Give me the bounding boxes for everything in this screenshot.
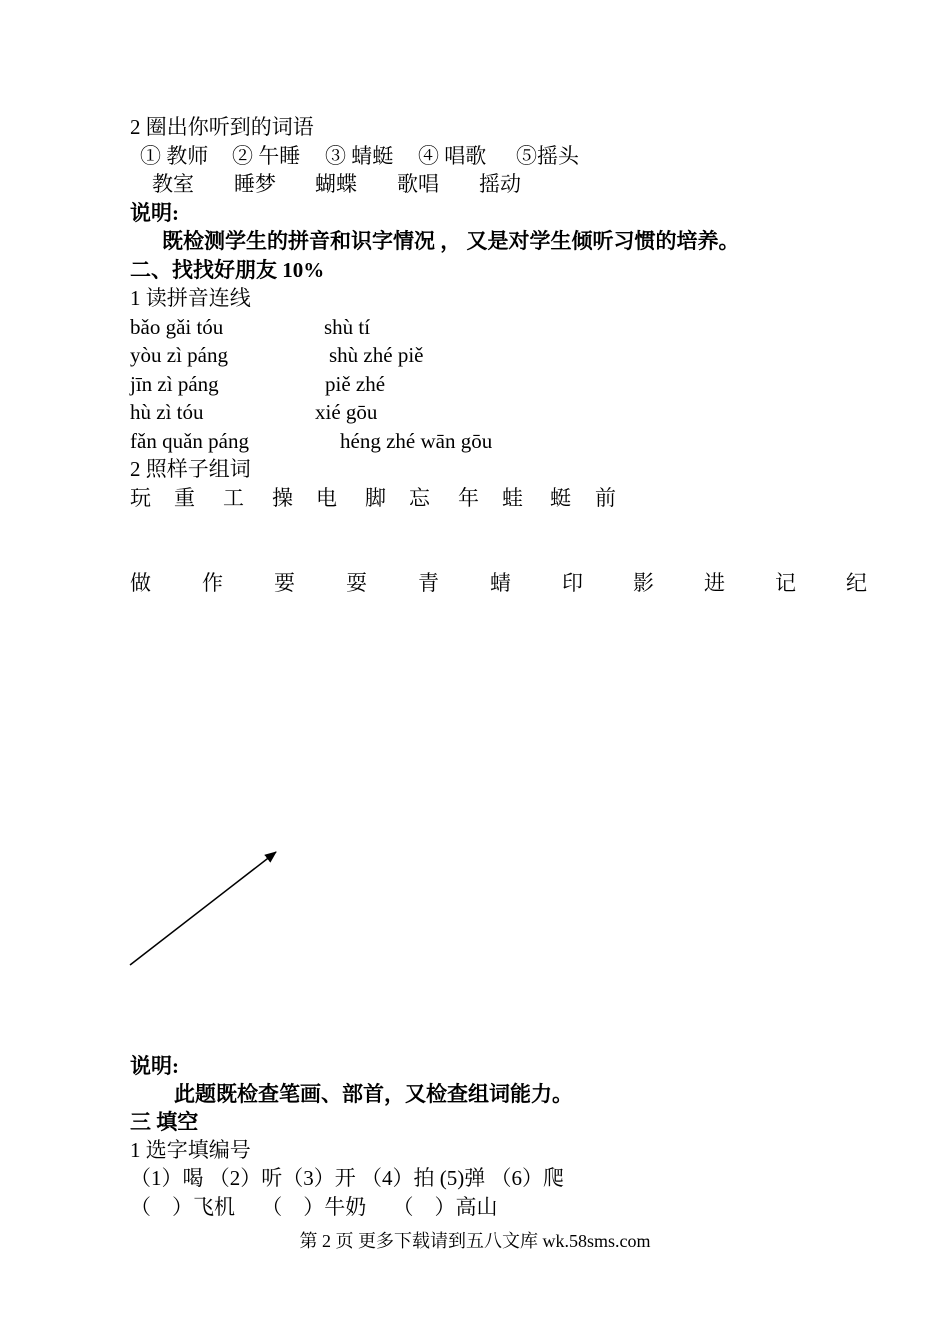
word-option: 教室 — [152, 172, 194, 196]
char-cell: 作 — [202, 571, 223, 595]
word-option: 歌唱 — [397, 172, 439, 196]
char-cell: 忘 — [409, 486, 430, 510]
note-text-1: 既检测学生的拼音和识字情况 ， 又是对学生倾听习惯的培养。 — [162, 229, 740, 253]
pinyin-right: xié gōu — [315, 400, 378, 424]
word-option: 摇动 — [479, 172, 521, 196]
word-option: ④ 唱歌 — [418, 144, 487, 168]
char-cell: 蜓 — [550, 486, 571, 510]
char-cell: 做 — [130, 571, 151, 595]
pinyin-right: shù tí — [324, 315, 371, 339]
char-cell: 蜻 — [490, 571, 511, 595]
char-cell: 重 — [174, 486, 195, 510]
char-cell: 前 — [595, 486, 616, 510]
section-3-title: 三 填空 — [130, 1110, 199, 1134]
char-cell: 操 — [272, 486, 293, 510]
word-option: ③ 蜻蜓 — [325, 144, 394, 168]
q2-title-2: 2 照样子组词 — [130, 457, 251, 481]
note-text-2: 此题既检查笔画、部首，又检查组词能力。 — [174, 1082, 573, 1106]
pinyin-left: fǎn quǎn páng — [130, 429, 249, 453]
blanks-line: （ ）飞机 （ ）牛奶 （ ）高山 — [130, 1195, 498, 1219]
char-cell: 印 — [562, 571, 583, 595]
page-footer: 第 2 页 更多下载请到五八文库 wk.58sms.com — [299, 1231, 651, 1251]
note-label-1: 说明: — [130, 201, 179, 225]
char-cell: 要 — [274, 571, 295, 595]
char-cell: 进 — [704, 571, 725, 595]
word-option: ⑤摇头 — [516, 144, 579, 168]
char-cell: 脚 — [365, 486, 386, 510]
char-cell: 蛙 — [502, 486, 523, 510]
word-option: 睡梦 — [234, 172, 276, 196]
q1-title: 1 读拼音连线 — [130, 286, 251, 310]
char-cell: 记 — [775, 571, 796, 595]
q1-title-3: 1 选字填编号 — [130, 1138, 251, 1162]
char-cell: 纪 — [846, 571, 867, 595]
pinyin-left: bǎo gǎi tóu — [130, 315, 224, 339]
char-cell: 年 — [458, 486, 479, 510]
char-cell: 耍 — [346, 571, 367, 595]
pinyin-right: héng zhé wān gōu — [340, 429, 493, 453]
pinyin-left: yòu zì páng — [130, 343, 228, 367]
pinyin-left: jīn zì páng — [130, 372, 219, 396]
q2-title: 2 圈出你听到的词语 — [130, 115, 314, 139]
section-2-title: 二、找找好朋友 10% — [130, 258, 325, 282]
word-option: ① 教师 — [140, 144, 209, 168]
char-cell: 影 — [633, 571, 654, 595]
options-line: （1）喝 （2）听（3）开 （4）拍 (5)弹 （6）爬 — [130, 1166, 564, 1190]
word-option: ② 午睡 — [232, 144, 301, 168]
pinyin-right: piě zhé — [325, 372, 386, 396]
char-cell: 电 — [316, 486, 337, 510]
pinyin-left: hù zì tóu — [130, 400, 204, 424]
char-cell: 青 — [418, 571, 439, 595]
char-cell: 玩 — [130, 486, 151, 510]
word-option: 蝴蝶 — [315, 172, 357, 196]
note-label-2: 说明: — [130, 1054, 179, 1078]
pinyin-right: shù zhé piě — [329, 343, 424, 367]
char-cell: 工 — [223, 486, 244, 510]
